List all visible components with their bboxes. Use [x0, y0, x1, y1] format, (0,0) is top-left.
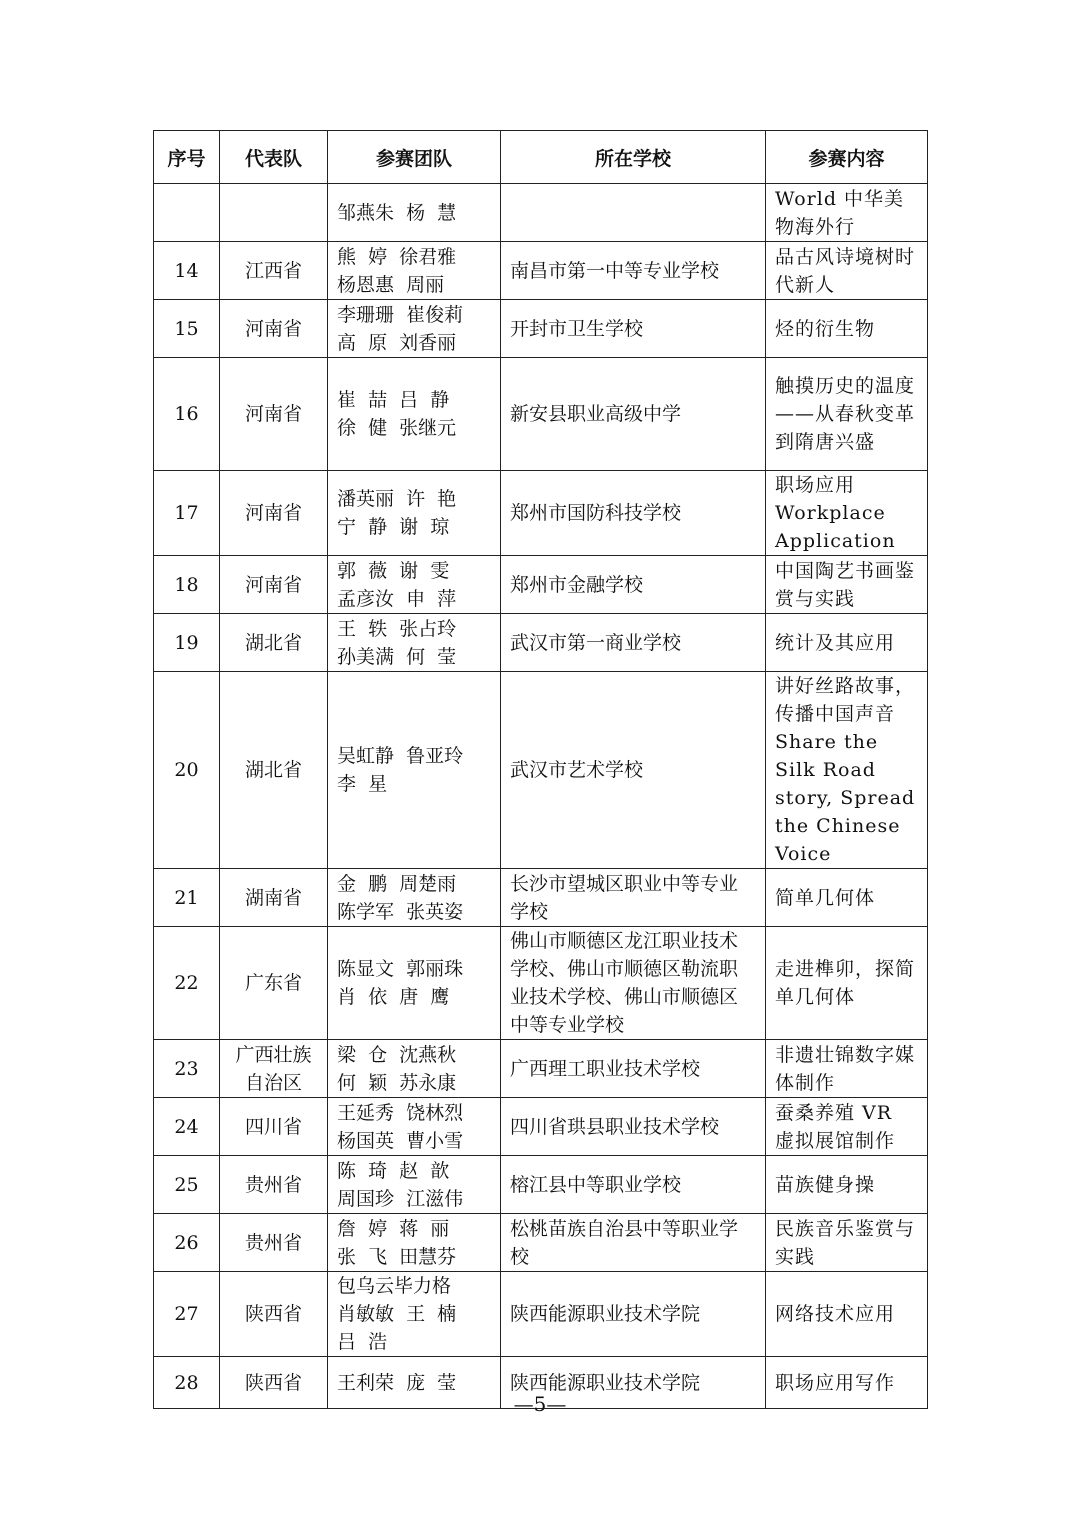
row-school: 陕西能源职业技术学院 [501, 1272, 766, 1357]
header-province: 代表队 [220, 131, 328, 184]
row-school: 松桃苗族自治县中等职业学校 [501, 1214, 766, 1272]
row-number: 15 [154, 300, 220, 358]
row-content: 简单几何体 [766, 869, 928, 927]
row-number: 25 [154, 1156, 220, 1214]
row-school: 长沙市望城区职业中等专业学校 [501, 869, 766, 927]
table-row [154, 184, 928, 242]
table-body [154, 184, 928, 1409]
table-row [154, 1156, 928, 1214]
row-content: 网络技术应用 [766, 1272, 928, 1357]
row-province: 河南省 [220, 556, 328, 614]
row-team: 王延秀 饶林烈 杨国英 曹小雪 [328, 1098, 501, 1156]
row-school: 新安县职业高级中学 [501, 358, 766, 471]
row-team: 潘英丽 许 艳 宁 静 谢 琼 [328, 471, 501, 556]
row-province: 河南省 [220, 300, 328, 358]
row-number: 21 [154, 869, 220, 927]
row-school: 武汉市第一商业学校 [501, 614, 766, 672]
table-row [154, 1214, 928, 1272]
header-school: 所在学校 [501, 131, 766, 184]
row-team: 王 轶 张占玲 孙美满 何 莹 [328, 614, 501, 672]
row-school: 佛山市顺德区龙江职业技术学校、佛山市顺德区勒流职业技术学校、佛山市顺德区中等专业学校 [501, 927, 766, 1040]
row-team: 包乌云毕力格 肖敏敏 王 楠 吕 浩 [328, 1272, 501, 1357]
row-province: 湖北省 [220, 614, 328, 672]
row-team: 吴虹静 鲁亚玲 李 星 [328, 672, 501, 869]
row-content: 非遗壮锦数字媒体制作 [766, 1040, 928, 1098]
row-school: 开封市卫生学校 [501, 300, 766, 358]
row-school: 武汉市艺术学校 [501, 672, 766, 869]
table-row [154, 471, 928, 556]
row-content: 苗族健身操 [766, 1156, 928, 1214]
row-team: 梁 仓 沈燕秋 何 颖 苏永康 [328, 1040, 501, 1098]
row-team: 邹燕朱 杨 慧 [328, 184, 501, 242]
table-row [154, 1098, 928, 1156]
table-row [154, 242, 928, 300]
row-number: 19 [154, 614, 220, 672]
row-province: 湖南省 [220, 869, 328, 927]
row-team: 熊 婷 徐君雅 杨恩惠 周丽 [328, 242, 501, 300]
row-content: 职场应用 Workplace Application [766, 471, 928, 556]
row-province: 河南省 [220, 358, 328, 471]
header-content: 参赛内容 [766, 131, 928, 184]
row-content: 职场应用写作 [766, 1357, 928, 1409]
row-number: 18 [154, 556, 220, 614]
row-school: 郑州市金融学校 [501, 556, 766, 614]
row-school: 广西理工职业技术学校 [501, 1040, 766, 1098]
row-number: 22 [154, 927, 220, 1040]
table-row [154, 614, 928, 672]
row-content: 中国陶艺书画鉴赏与实践 [766, 556, 928, 614]
row-province: 陕西省 [220, 1272, 328, 1357]
row-content: 讲好丝路故事，传播中国声音 Share the Silk Road story, Spread the Chinese Voice [766, 672, 928, 869]
row-number: 27 [154, 1272, 220, 1357]
table-row [154, 672, 928, 869]
row-province: 四川省 [220, 1098, 328, 1156]
row-team: 詹 婷 蒋 丽 张 飞 田慧芬 [328, 1214, 501, 1272]
table-row [154, 556, 928, 614]
row-school: 四川省珙县职业技术学校 [501, 1098, 766, 1156]
table-row [154, 869, 928, 927]
row-team: 郭 薇 谢 雯 孟彦汝 申 萍 [328, 556, 501, 614]
row-content: 蚕桑养殖 VR 虚拟展馆制作 [766, 1098, 928, 1156]
row-province: 广东省 [220, 927, 328, 1040]
row-team: 王利荣 庞 莹 [328, 1357, 501, 1409]
table-row [154, 1272, 928, 1357]
row-number: 17 [154, 471, 220, 556]
table-row [154, 1040, 928, 1098]
row-number: 20 [154, 672, 220, 869]
row-province: 贵州省 [220, 1156, 328, 1214]
row-content: 触摸历史的温度——从春秋变革到隋唐兴盛 [766, 358, 928, 471]
row-content: 烃的衍生物 [766, 300, 928, 358]
row-number: 23 [154, 1040, 220, 1098]
row-number: 14 [154, 242, 220, 300]
row-school: 榕江县中等职业学校 [501, 1156, 766, 1214]
row-province: 贵州省 [220, 1214, 328, 1272]
participants-table [153, 130, 928, 1409]
row-province: 陕西省 [220, 1357, 328, 1409]
row-content: World 中华美物海外行 [766, 184, 928, 242]
page-number: —5— [513, 1392, 567, 1416]
row-province: 湖北省 [220, 672, 328, 869]
row-content: 民族音乐鉴赏与实践 [766, 1214, 928, 1272]
row-number: 28 [154, 1357, 220, 1409]
row-number: 16 [154, 358, 220, 471]
row-content: 统计及其应用 [766, 614, 928, 672]
row-team: 陈 琦 赵 歆 周国珍 江滋伟 [328, 1156, 501, 1214]
header-team: 参赛团队 [328, 131, 501, 184]
table-row [154, 358, 928, 471]
header-number: 序号 [154, 131, 220, 184]
table-row [154, 927, 928, 1040]
row-number: 24 [154, 1098, 220, 1156]
row-team: 陈显文 郭丽珠 肖 依 唐 鹰 [328, 927, 501, 1040]
table-header-row [154, 131, 928, 184]
row-province: 江西省 [220, 242, 328, 300]
row-school: 郑州市国防科技学校 [501, 471, 766, 556]
row-team: 崔 喆 吕 静 徐 健 张继元 [328, 358, 501, 471]
row-school [501, 184, 766, 242]
table-row [154, 300, 928, 358]
row-content: 品古风诗境树时代新人 [766, 242, 928, 300]
row-team: 金 鹏 周楚雨 陈学军 张英姿 [328, 869, 501, 927]
row-content: 走进榫卯，探简单几何体 [766, 927, 928, 1040]
row-number [154, 184, 220, 242]
row-team: 李珊珊 崔俊莉 高 原 刘香丽 [328, 300, 501, 358]
row-school: 陕西能源职业技术学院 [501, 1357, 766, 1409]
row-province [220, 184, 328, 242]
row-school: 南昌市第一中等专业学校 [501, 242, 766, 300]
row-province: 河南省 [220, 471, 328, 556]
row-province: 广西壮族自治区 [220, 1040, 328, 1098]
row-number: 26 [154, 1214, 220, 1272]
